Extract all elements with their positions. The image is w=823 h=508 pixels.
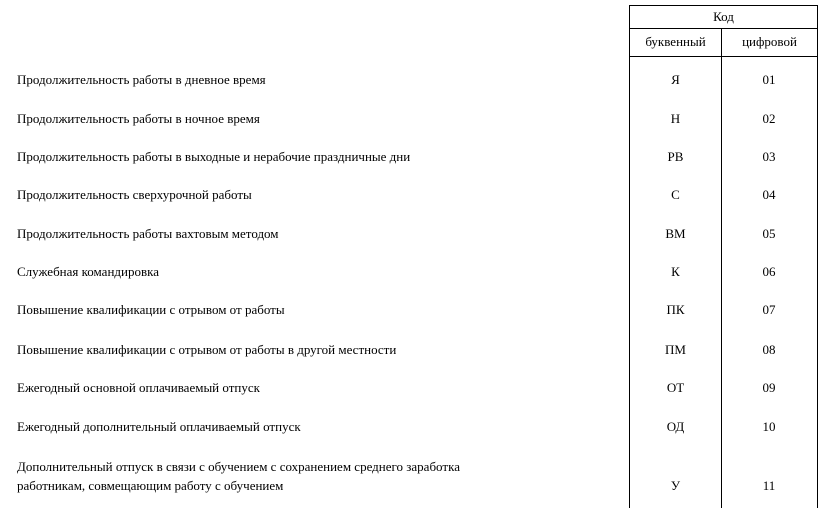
row-label: Продолжительность сверхурочной работы (17, 187, 252, 202)
row-digit-code: 05 (762, 226, 776, 241)
row-digit-code: 11 (762, 478, 776, 493)
row-label: Повышение квалификации с отрывом от работы в другой местности (17, 342, 397, 357)
table-right-border (817, 5, 818, 508)
table-top-border (629, 5, 817, 6)
row-letter-code: С (671, 187, 680, 202)
header-divider (629, 28, 817, 29)
row-digit-code: 01 (762, 72, 776, 87)
row-letter-code: ОТ (666, 380, 685, 395)
row-letter-code: Я (671, 72, 680, 87)
code-group-header: Код (713, 9, 734, 24)
row-letter-code: ПК (666, 302, 685, 317)
row-letter-code: К (671, 264, 680, 279)
row-label: Ежегодный дополнительный оплачиваемый отпуск (17, 419, 301, 434)
digit-code-header: цифровой (742, 34, 797, 49)
row-digit-code: 10 (762, 419, 776, 434)
row-letter-code: РВ (667, 149, 684, 164)
row-digit-code: 07 (762, 302, 776, 317)
header-bottom-border (629, 56, 817, 57)
row-digit-code: 09 (762, 380, 776, 395)
letter-code-header: буквенный (645, 34, 706, 49)
row-digit-code: 04 (762, 187, 776, 202)
row-label: Повышение квалификации с отрывом от работы (17, 302, 285, 317)
row-label: Продолжительность работы в выходные и нерабочие праздничные дни (17, 149, 411, 164)
row-letter-code: Н (670, 111, 681, 126)
row-label: Продолжительность работы в дневное время (17, 72, 266, 87)
row-label: Ежегодный основной оплачиваемый отпуск (17, 380, 260, 395)
row-label: Продолжительность работы в ночное время (17, 111, 260, 126)
row-letter-code: У (670, 478, 681, 493)
row-letter-code: ОД (666, 419, 685, 434)
row-letter-code: ПМ (665, 342, 686, 357)
row-digit-code: 02 (762, 111, 776, 126)
row-letter-code: ВМ (665, 226, 686, 241)
row-digit-code: 03 (762, 149, 776, 164)
row-label: Дополнительный отпуск в связи с обучением с сохранением среднего заработка работникам, совмещающим работу с обучением (17, 459, 460, 493)
row-label: Продолжительность работы вахтовым методом (17, 226, 279, 241)
row-label: Служебная командировка (17, 264, 160, 279)
row-digit-code: 08 (762, 342, 776, 357)
row-digit-code: 06 (762, 264, 776, 279)
